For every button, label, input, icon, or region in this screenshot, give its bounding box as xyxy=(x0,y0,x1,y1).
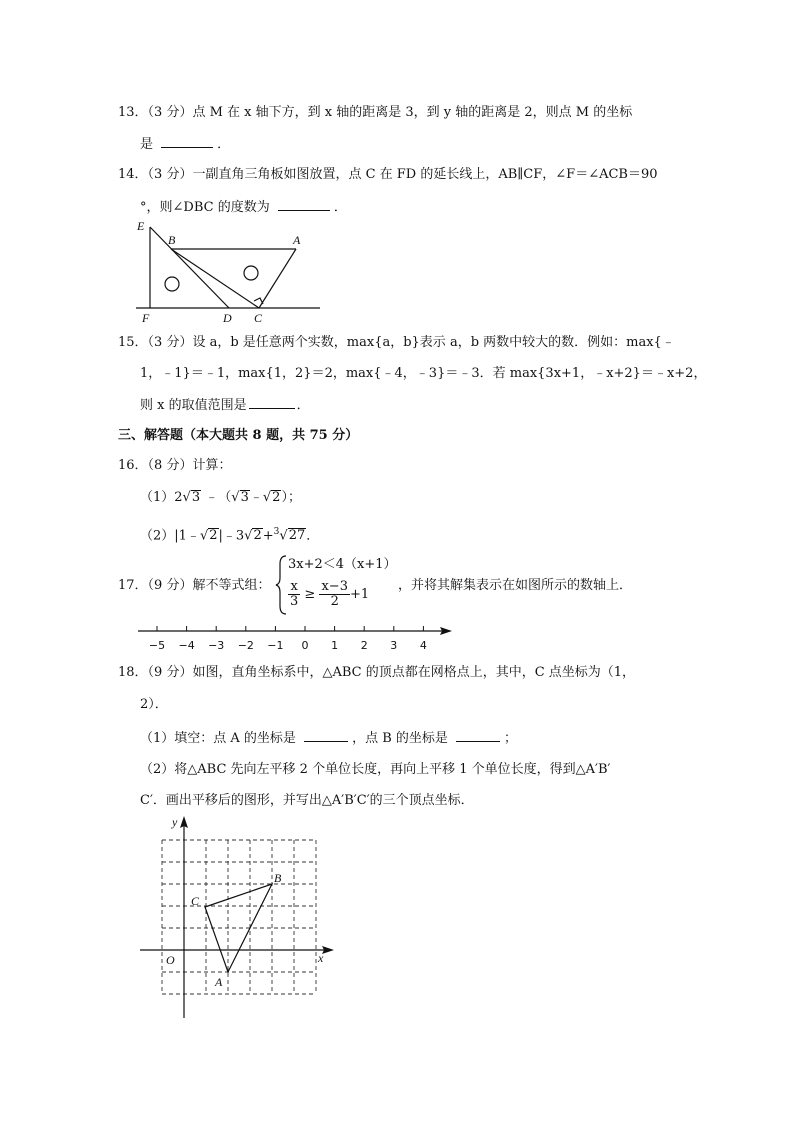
fraction-2 xyxy=(319,580,350,609)
number-line-tick-label: 3 xyxy=(390,639,398,652)
q16-p2-root-index: 3 xyxy=(273,527,280,537)
number-line-tick-label: −1 xyxy=(267,639,284,652)
q16-p2-radicand2: 2 xyxy=(253,528,262,544)
q15-prefix: 则 x 的取值范围是 xyxy=(140,398,247,413)
q16-p1-a: （1）2 xyxy=(140,490,183,505)
q17-prefix: 17．（9 分）解不等式组： xyxy=(118,578,271,593)
y-axis-label: y xyxy=(172,815,178,829)
label-f: F xyxy=(142,311,150,325)
q18-part1 xyxy=(140,729,517,748)
q18-part2-line2: C′．画出平移后的图形，并写出△A′B′C′的三个顶点坐标． xyxy=(140,793,474,808)
q16-p2-a: （2）|1﹣ xyxy=(140,528,200,544)
coordinate-grid-figure xyxy=(132,812,338,1024)
q17-inequality-2 xyxy=(288,580,369,609)
system-brace xyxy=(275,554,289,616)
number-line-tick-label: −5 xyxy=(148,639,166,652)
q13-line2 xyxy=(140,135,230,154)
q16-p1-c: ﹣ xyxy=(249,490,263,505)
label-a: A xyxy=(293,233,301,247)
q15-line2: 1，﹣1}＝﹣1，max{1，2}＝2，max{﹣4，﹣3}＝﹣3．若 max{3x+1，﹣x+2}＝﹣x+2， xyxy=(140,366,707,381)
sqrt-sign: √ xyxy=(262,490,272,505)
number-line-tick-label: −3 xyxy=(208,639,225,652)
number-line-tick-label: 0 xyxy=(301,639,309,652)
sqrt-sign: √ xyxy=(244,528,253,544)
q18-line2: 2）． xyxy=(140,697,168,712)
q13-line1: 13．（3 分）点 M 在 x 轴下方，到 x 轴的距离是 3，到 y 轴的距离是 2，则点 M 的坐标 xyxy=(118,105,633,120)
q17-ge-sign: ≥ xyxy=(304,587,316,602)
q13-suffix: ． xyxy=(217,137,231,152)
frac2-den: 2 xyxy=(330,594,339,609)
q13-prefix: 是 xyxy=(140,137,154,152)
q16-p1-radicand1: 3 xyxy=(191,490,201,505)
q16-title: 16．（8 分）计算： xyxy=(118,458,232,473)
section3-title: 三、解答题（本大题共 8 题，共 75 分） xyxy=(118,428,359,443)
q15-suffix: ． xyxy=(296,398,310,413)
label-c: C xyxy=(254,311,263,325)
frac1-num: x xyxy=(288,580,300,595)
frac1-den: 3 xyxy=(290,594,299,609)
q16-p1-radicand3: 2 xyxy=(272,490,281,505)
triangle-board-figure xyxy=(130,215,330,327)
q18-p1-b: ，点 B 的坐标是 xyxy=(352,731,448,746)
q16-part1 xyxy=(140,489,301,507)
vertex-b-label: B xyxy=(274,871,282,885)
q14-suffix: ． xyxy=(333,200,347,215)
q14-answer-blank[interactable] xyxy=(278,198,330,211)
q16-p2-radicand1: 2 xyxy=(209,528,218,544)
sqrt-sign: √ xyxy=(279,528,288,544)
q18-part2-line1: （2）将△ABC 先向左平移 2 个单位长度，再向上平移 1 个单位长度，得到△A′B′ xyxy=(140,762,611,777)
q16-p1-b: ﹣（ xyxy=(205,490,232,505)
point-a-answer-blank[interactable] xyxy=(304,729,348,742)
q16-p1-d: ）； xyxy=(281,490,301,505)
q15-line3 xyxy=(140,396,310,415)
sqrt-sign: √ xyxy=(231,490,240,505)
label-b: B xyxy=(168,233,176,247)
number-line-tick-label: −2 xyxy=(237,639,254,652)
q15-line1: 15．（3 分）设 a，b 是任意两个实数，max{a，b}表示 a，b 两数中较大的数．例如：max{﹣ xyxy=(118,335,675,350)
number-line-tick-label: 1 xyxy=(331,639,339,652)
frac2-num: x−3 xyxy=(321,579,348,594)
q18-p1-c: ； xyxy=(504,731,518,746)
label-e: E xyxy=(137,219,145,233)
q16-p1-radicand2: 3 xyxy=(240,490,249,505)
number-line xyxy=(136,620,454,656)
q16-p2-radicand3: 27 xyxy=(288,528,306,544)
q16-part2 xyxy=(140,523,319,545)
q13-answer-blank[interactable] xyxy=(161,135,213,148)
q16-p2-b: |﹣3 xyxy=(218,528,245,544)
q16-p2-d: ． xyxy=(306,528,320,544)
number-line-tick-label: 4 xyxy=(419,639,427,652)
q18-line1: 18．（9 分）如图，直角坐标系中，△ABC 的顶点都在网格点上，其中，C 点坐标为（1， xyxy=(118,665,636,680)
q14-line1: 14．（3 分）一副直角三角板如图放置，点 C 在 FD 的延长线上，AB∥CF，∠F＝∠ACB＝90 xyxy=(118,167,658,182)
q17-tail: +1 xyxy=(349,587,370,602)
sqrt-sign: √ xyxy=(199,528,209,544)
q15-answer-blank[interactable] xyxy=(249,396,295,409)
q17-inequality-1: 3x+2＜4（x+1） xyxy=(288,557,397,572)
vertex-a-label: A xyxy=(215,975,223,989)
q14-prefix: °，则∠DBC 的度数为 xyxy=(140,200,270,215)
vertex-c-label: C xyxy=(191,894,200,908)
label-d: D xyxy=(223,311,232,325)
q18-p1-a: （1）填空：点 A 的坐标是 xyxy=(140,731,296,746)
number-line-tick-label: 2 xyxy=(360,639,368,652)
fraction-1 xyxy=(288,580,300,609)
origin-label: O xyxy=(166,953,175,967)
number-line-tick-label: −4 xyxy=(178,639,195,652)
point-b-answer-blank[interactable] xyxy=(456,729,500,742)
x-axis-label: x xyxy=(318,951,324,965)
sqrt-sign: √ xyxy=(182,490,191,505)
q16-p2-c: + xyxy=(262,528,274,544)
q17-suffix: ，并将其解集表示在如图所示的数轴上． xyxy=(398,578,633,593)
